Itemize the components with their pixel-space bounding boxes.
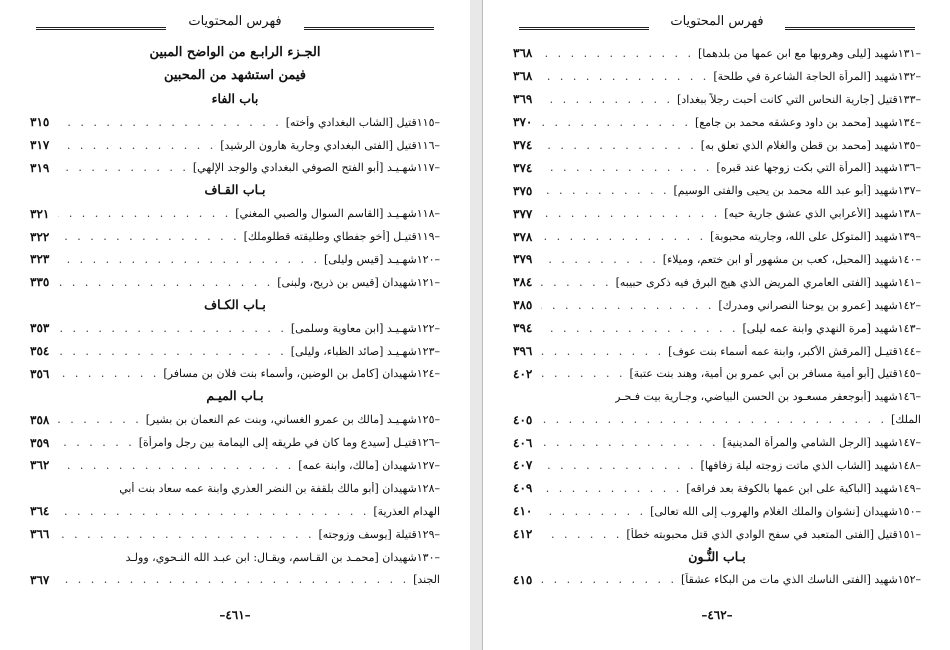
page-number: ٣٩٦: [513, 344, 533, 359]
leader-dots: [541, 139, 701, 152]
leader-dots: [58, 139, 220, 152]
entry-title: –١٢٥شهـيـد [مالك بن عمرو الغساني، وبنت عم النعمان بن بشير]: [145, 413, 440, 427]
page-number: ٤٠٧: [513, 458, 533, 473]
chapter-heading: بـاب الكـاف: [204, 296, 266, 312]
page-number: ٤٠٥: [513, 412, 533, 427]
header-rule: [304, 27, 434, 30]
toc-entry[interactable]: [513, 317, 921, 340]
leader-dots: [541, 459, 701, 472]
page-number: ٣٧٠: [513, 115, 533, 130]
header-rule: [36, 27, 166, 30]
header-rule: [519, 27, 649, 30]
leader-dots: [541, 436, 722, 449]
page-number: ٤١٥: [513, 572, 533, 587]
toc-entry[interactable]: [513, 42, 921, 65]
toc-entry[interactable]: [513, 454, 921, 477]
page-number: ٣٥٩: [30, 435, 50, 450]
leader-dots: [541, 276, 616, 289]
leader-dots: [541, 505, 650, 518]
entry-title: –١٤٣شهيد [مرة النهدي وابنة عمه ليلى]: [742, 321, 921, 335]
page-footer-number: –٤٦١–: [219, 608, 251, 622]
leader-dots: [541, 116, 695, 129]
toc-entry[interactable]: [513, 500, 921, 523]
leader-dots: [58, 322, 291, 335]
page-footer-number: –٤٦٢–: [701, 608, 733, 622]
part-heading: الجـزء الرابـع من الواضح المبين: [149, 45, 321, 60]
entry-title: الهدام العذرية]: [373, 504, 440, 518]
left-page: [0, 0, 471, 650]
toc-entry[interactable]: [513, 340, 921, 363]
page-number: ٣٦٤: [30, 504, 50, 519]
chapter-heading: بـاب القـاف: [204, 182, 266, 198]
entry-title: –١٣٦شهيد [المرأة التي بكت زوجها عند قبره]: [716, 161, 921, 175]
toc-entry[interactable]: [513, 156, 921, 179]
entry-title: –١١٧شهـيـد [أبو الفتح الصوفي البغدادي والوجد الإلهي]: [192, 161, 440, 175]
entry-title: –١١٥قتيل [الشاب البغدادي وأخته]: [285, 115, 440, 129]
leader-dots: [541, 70, 713, 83]
entry-title: –١٢٠شهـيـد [قيس وليلى]: [323, 252, 440, 266]
page-number: ٣٨٤: [513, 275, 533, 290]
toc-entry[interactable]: [30, 362, 440, 385]
entry-title: –١٤١شهيد [الفتى العامري المريض الذي هيج البرق فيه ذكرى حبيبه]: [615, 275, 921, 289]
page-number: ٣٥٦: [30, 366, 50, 381]
entry-title: –١٤٥قتيل [أبو أمية مسافر بن أبي عمرو بن أمية، وهند بنت عتبة]: [629, 367, 921, 381]
page-number: ٣٥٣: [30, 321, 50, 336]
toc-entry[interactable]: [513, 111, 921, 134]
entry-title: –١٤٩شهيد [الباكية على ابن عمها بالكوفة بعد فراقه]: [686, 481, 921, 495]
entry-title: –١٤٤قتيـل [المرقش الأكبر، وابنة عمه أسماء بنت عوف]: [668, 344, 921, 358]
leader-dots: [58, 459, 298, 472]
chapter-heading: بـاب النُّـون: [688, 548, 746, 564]
toc-entry[interactable]: [30, 454, 440, 477]
leader-dots: [58, 253, 324, 266]
toc-entry-continuation[interactable]: [513, 408, 921, 431]
toc-entry[interactable]: [513, 88, 921, 111]
header-rule: [785, 27, 915, 30]
leader-dots: [541, 161, 716, 174]
book-gutter: [470, 0, 482, 650]
leader-dots: [58, 436, 139, 449]
page-header: [519, 14, 915, 36]
leader-dots: [58, 367, 163, 380]
page-number: ٣٧٤: [513, 160, 533, 175]
toc-entry[interactable]: [30, 111, 440, 134]
toc-entry[interactable]: [30, 523, 440, 546]
page-number: ٤٠٦: [513, 435, 533, 450]
leader-dots: [541, 482, 686, 495]
leader-dots: [58, 230, 244, 243]
toc-entry[interactable]: [513, 431, 921, 454]
leader-dots: [58, 116, 286, 129]
entry-title: –١٤٧شهيد [الرجل الشامي والمرأة المدينية]: [722, 436, 921, 450]
entry-title: الملك]: [891, 413, 921, 427]
page-number: ٤١٠: [513, 504, 533, 519]
page-number: ٣٧٩: [513, 252, 533, 267]
page-number: ٣١٩: [30, 160, 50, 175]
toc-entry[interactable]: [513, 179, 921, 202]
entry-title: –١٤٢شهيد [عمرو بن يوحنا النصراني ومدرك]: [718, 298, 921, 312]
toc-entry-continuation[interactable]: [30, 500, 440, 523]
page-number: ٣٨٥: [513, 298, 533, 313]
leader-dots: [541, 253, 663, 266]
entry-title: –١٣٤شهيد [محمد بن داود وعشقه محمد بن جامع]: [694, 115, 921, 129]
leader-dots: [58, 207, 235, 220]
toc-entry[interactable]: [30, 340, 440, 363]
toc-entry[interactable]: [513, 225, 921, 248]
entry-title: –١١٩قتيـل [أخو جفطاي وطليقته قطلوملك]: [243, 230, 440, 244]
entry-title: –١٣١شهيد [ليلى وهروبها مع ابن عمها من بلدهما]: [698, 46, 921, 60]
header-title: فهرس المحتويات: [662, 14, 771, 29]
entry-title: –١٢٣شهـيـد [صائد الظباء، وليلى]: [290, 344, 440, 358]
leader-dots: [58, 573, 413, 586]
page-number: ٣٧٧: [513, 206, 533, 221]
page-number: ٣٦٨: [513, 46, 533, 61]
leader-dots: [541, 230, 710, 243]
entry-title: –١٤٠شهيد [المحبل، كعب بن مشهور أو ابن ختعم، وميلاء]: [662, 252, 921, 266]
page-number: ٤٠٢: [513, 366, 533, 381]
page-number: ٣٢١: [30, 206, 50, 221]
entry-title: –١٣٠شهيدان [محمـد بن القـاسم، ويقـال: ابن عبـد الله النـحوي، وولـد: [125, 550, 440, 564]
toc-entry[interactable]: [513, 202, 921, 225]
leader-dots: [541, 207, 724, 220]
entry-title: –١٥٠شهيدان [نشوان والملك الغلام والهروب إلى الله تعالى]: [650, 504, 921, 518]
entry-title: –١٤٦شهيد [أبوجعفر مسعـود بن الحسن البياضي، وجـارية بيت فـحـر: [615, 390, 921, 404]
entry-title: –١٢٧شهيدان [مالك، وابنة عمه]: [298, 458, 440, 472]
page-header: [36, 14, 434, 36]
entry-title: –١٣٨شهيد [الأعرابي الذي عشق جارية حيه]: [724, 207, 921, 221]
toc-entry[interactable]: [513, 294, 921, 317]
toc-entry[interactable]: [30, 202, 440, 225]
section-heading: فيمن استشهد من المحبين: [163, 67, 307, 83]
toc-entry[interactable]: [513, 248, 921, 271]
page-number: ٣٧٨: [513, 229, 533, 244]
page-number: ٣٢٢: [30, 229, 50, 244]
entry-title: –١٢٢شهـيـد [ابن معاوية وسلمى]: [290, 321, 440, 335]
entry-title: –١١٦قتيل [الفتى البغدادي وجارية هارون الرشيد]: [220, 138, 440, 152]
entry-title: –١٢٦قتيـل [سيدع وما كان في طريقه إلى اليمامة بين رجل وامرأة]: [138, 436, 440, 450]
toc-list: [30, 42, 440, 591]
page-number: ٤١٢: [513, 527, 533, 542]
page-number: ٣٢٣: [30, 252, 50, 267]
leader-dots: [58, 528, 318, 541]
entry-title: –١٥٢شهيد [الفتى الناسك الذي مات من البكاء عشقاً]: [681, 573, 921, 587]
page-number: ٤٠٩: [513, 481, 533, 496]
header-title: فهرس المحتويات: [180, 14, 289, 29]
toc-entry[interactable]: [513, 65, 921, 88]
entry-title: –١٥١قتيل [الفتى المتعبد في سفح الوادي الذي قتل محبوبته خطأ]: [626, 527, 921, 541]
right-page: [482, 0, 950, 650]
entry-title: –١٣٥شهيد [محمد بن قطن والغلام الذي تعلق به]: [700, 138, 921, 152]
toc-entry[interactable]: [30, 225, 440, 248]
page-number: ٣٣٥: [30, 275, 50, 290]
page-number: ٣٧٤: [513, 138, 533, 152]
leader-dots: [541, 573, 681, 586]
toc-entry[interactable]: [30, 431, 440, 454]
leader-dots: [541, 184, 673, 197]
page-number: ٣٧٥: [513, 183, 533, 198]
page-number: ٣٦٩: [513, 92, 533, 107]
toc-entry[interactable]: [30, 317, 440, 340]
leader-dots: [541, 47, 698, 60]
page-number: ٣٦٦: [30, 527, 50, 542]
toc-entry[interactable]: [30, 271, 440, 294]
page-number: ٣٥٤: [30, 344, 50, 359]
entry-title: –١٢١شهيدان [قيس بن ذريح، ولبنى]: [277, 275, 440, 289]
page-number: ٣٦٨: [513, 69, 533, 84]
toc-entry[interactable]: [30, 134, 440, 157]
entry-title: –١٢٩قتيلة [يوسف وزوجته]: [318, 527, 440, 541]
toc-list: [513, 42, 921, 591]
leader-dots: [541, 93, 677, 106]
entry-title: –١٢٤شهيدان [كامل بن الوضين، وأسماء بنت فلان بن مسافر]: [163, 367, 440, 381]
entry-title: –١١٨شهـيـد [القاسم السوال والصبي المغني]: [235, 207, 440, 221]
leader-dots: [541, 345, 668, 358]
page-number: ٣١٥: [30, 115, 50, 130]
toc-entry[interactable]: [513, 477, 921, 500]
toc-entry[interactable]: [513, 271, 921, 294]
toc-entry[interactable]: [30, 546, 440, 569]
page-number: ٣١٧: [30, 138, 50, 152]
leader-dots: [541, 367, 629, 380]
toc-entry[interactable]: [30, 248, 440, 271]
toc-entry[interactable]: [513, 385, 921, 408]
page-number: ٣٦٢: [30, 458, 50, 473]
entry-title: –١٣٩شهيد [المتوكل على الله، وجاريته محبوبة]: [710, 230, 921, 244]
leader-dots: [541, 413, 891, 426]
entry-title: –١٣٢شهيد [المرأة الحاجة الشاعرة في طلحة]: [713, 69, 921, 83]
entry-title: –١٣٣قتيل [جارية النحاس التي كانت أحبت رجلاً ببغداد]: [677, 92, 921, 106]
page-number: ٣٥٨: [30, 412, 50, 427]
toc-entry[interactable]: [30, 156, 440, 179]
toc-entry[interactable]: [513, 362, 921, 385]
leader-dots: [541, 528, 626, 541]
leader-dots: [58, 276, 277, 289]
toc-entry[interactable]: [30, 477, 440, 500]
toc-entry[interactable]: [513, 568, 921, 591]
entry-title: الجند]: [413, 573, 440, 587]
toc-entry[interactable]: [513, 523, 921, 546]
toc-entry[interactable]: [30, 408, 440, 431]
chapter-heading: بـاب الميـم: [206, 388, 264, 404]
page-number: ٣٩٤: [513, 321, 533, 336]
leader-dots: [58, 505, 373, 518]
toc-entry-continuation[interactable]: [30, 568, 440, 591]
toc-entry[interactable]: [513, 134, 921, 157]
entry-title: –١٤٨شهيد [الشاب الذي ماتت زوجته ليلة زفافها]: [700, 458, 921, 472]
leader-dots: [58, 413, 146, 426]
leader-dots: [541, 322, 742, 335]
leader-dots: [541, 299, 718, 312]
leader-dots: [58, 345, 291, 358]
chapter-heading: باب الفاء: [211, 90, 259, 106]
entry-title: –١٣٧شهيد [أبو عبد الله محمد بن يحيى والفتى الوسيم]: [673, 184, 921, 198]
entry-title: –١٢٨شهيدان [أبو مالك بلقفة بن النضر العذري وابنة عمه سعاد بنت أبي: [119, 481, 440, 495]
leader-dots: [58, 161, 193, 174]
page-number: ٣٦٧: [30, 572, 50, 587]
